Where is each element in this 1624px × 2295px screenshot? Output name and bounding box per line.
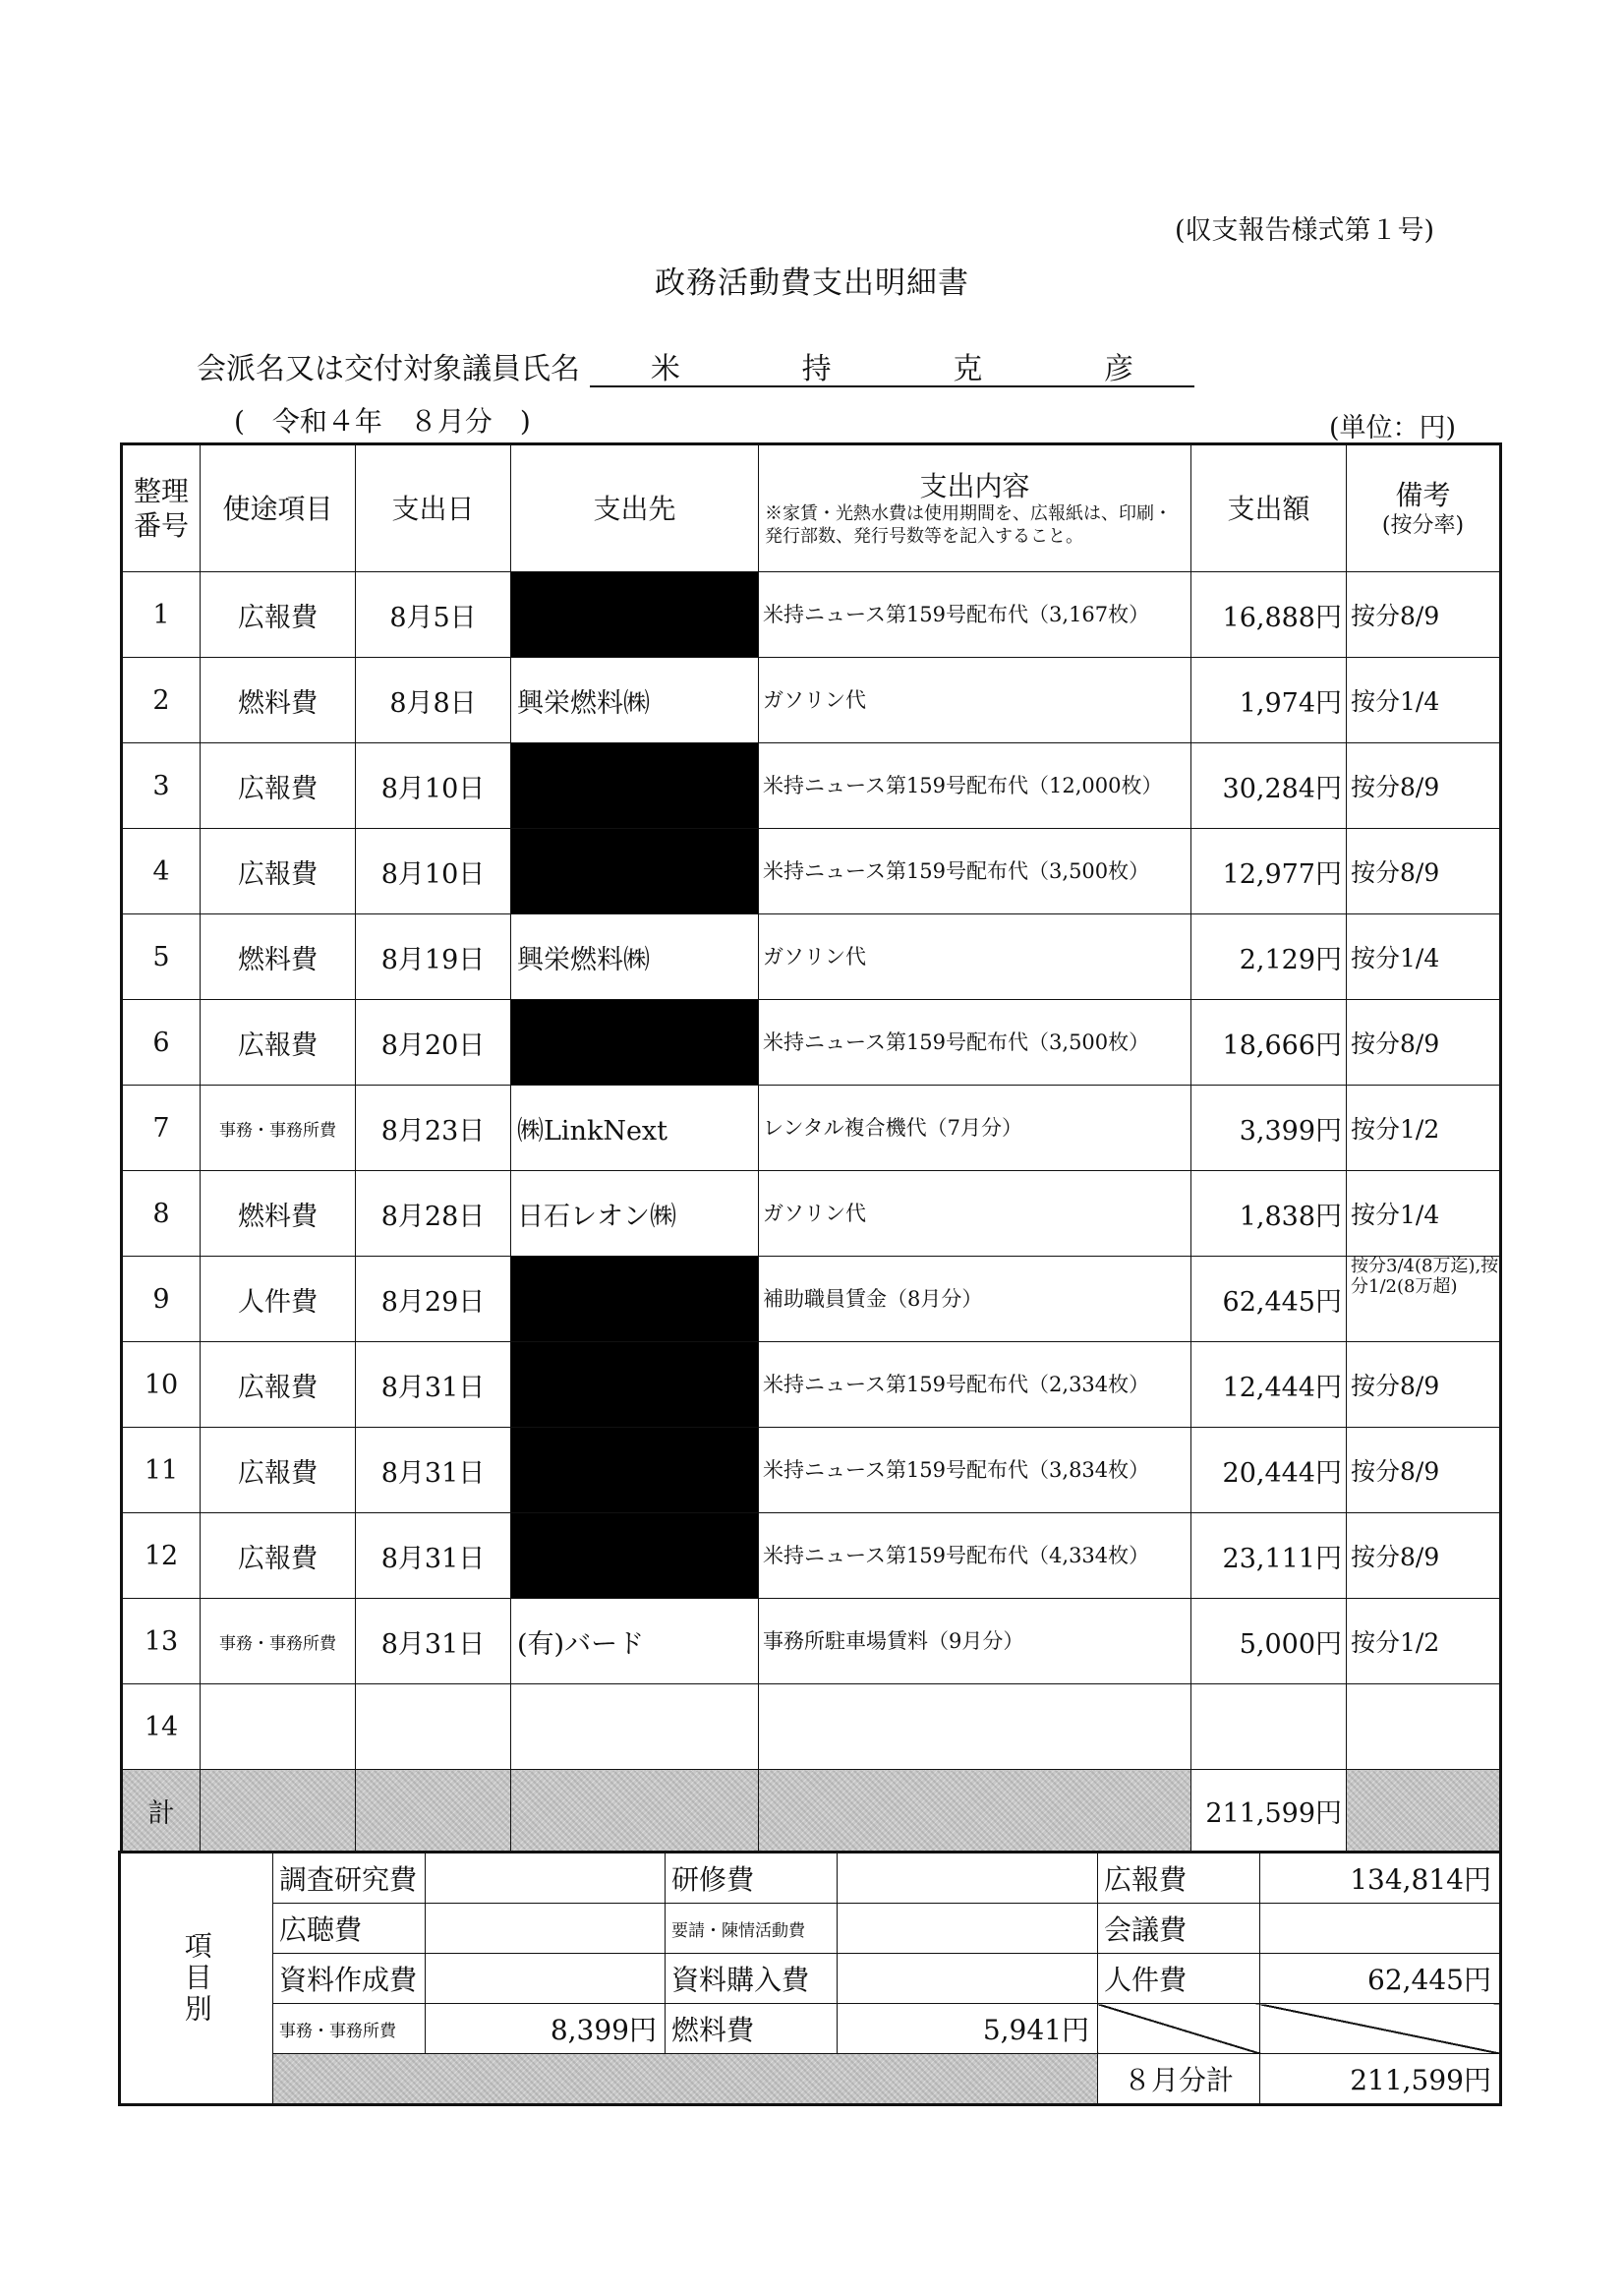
summary-value-yosei	[838, 1904, 1098, 1954]
total-shaded-cell	[1347, 1770, 1501, 1853]
row-content: ガソリン代	[759, 914, 1191, 1000]
row-amount: 1,838円	[1191, 1171, 1347, 1257]
summary-value-kocho	[426, 1904, 666, 1954]
table-row	[122, 1342, 1501, 1428]
col-date: 支出日	[356, 444, 511, 572]
table-row	[122, 829, 1501, 914]
row-item: 広報費	[201, 1513, 356, 1599]
row-item	[201, 1684, 356, 1770]
row-note: 按分3/4(8万迄),按分1/2(8万超)	[1347, 1257, 1501, 1342]
summary-value-chosa	[426, 1853, 666, 1904]
row-date: 8月10日	[356, 743, 511, 829]
summary-label-shiryo-konyu: 資料購入費	[666, 1954, 838, 2004]
member-label: 会派名又は交付対象議員氏名	[197, 352, 580, 386]
row-date: 8月31日	[356, 1342, 511, 1428]
col-content-note: ※家賃・光熱水費は使用期間を、広報紙は、印刷・発行部数、発行号数等を記入すること。	[765, 503, 1172, 547]
row-content: 米持ニュース第159号配布代（3,500枚）	[759, 1000, 1191, 1086]
total-row	[122, 1770, 1501, 1853]
summary-label-yosei: 要請・陳情活動費	[666, 1904, 838, 1954]
row-note: 按分8/9	[1347, 1428, 1501, 1513]
summary-value-kaigi	[1260, 1904, 1501, 1954]
row-note: 按分8/9	[1347, 743, 1501, 829]
row-note: 按分1/4	[1347, 1171, 1501, 1257]
row-no: 4	[122, 829, 201, 914]
summary-row	[120, 1954, 1501, 2004]
row-no: 5	[122, 914, 201, 1000]
summary-row	[120, 1853, 1501, 1904]
row-item: 事務・事務所費	[201, 1599, 356, 1684]
summary-label-nenryo: 燃料費	[666, 2004, 838, 2054]
row-date: 8月31日	[356, 1513, 511, 1599]
total-label: 計	[122, 1770, 201, 1853]
member-name-char: 米	[650, 352, 680, 386]
summary-value-shiryo-sakusei	[426, 1954, 666, 2004]
row-payee-redacted	[511, 1257, 759, 1342]
row-item: 広報費	[201, 743, 356, 829]
table-row	[122, 1171, 1501, 1257]
col-no: 整理番号	[122, 444, 201, 572]
document-title: 政務活動費支出明細書	[655, 265, 969, 301]
row-amount: 3,399円	[1191, 1086, 1347, 1171]
row-amount: 16,888円	[1191, 572, 1347, 658]
row-no: 12	[122, 1513, 201, 1599]
summary-label-jinken: 人件費	[1098, 1954, 1260, 2004]
row-item: 広報費	[201, 1342, 356, 1428]
summary-label-chosa: 調査研究費	[273, 1853, 426, 1904]
table-row	[122, 1428, 1501, 1513]
col-note-title: 備考	[1395, 478, 1451, 511]
row-date: 8月8日	[356, 658, 511, 743]
form-number: (収支報告様式第１号)	[1175, 215, 1435, 246]
summary-label-jimu: 事務・事務所費	[273, 2004, 426, 2054]
row-note: 按分8/9	[1347, 572, 1501, 658]
summary-value-shiryo-konyu	[838, 1954, 1098, 2004]
row-payee	[511, 1684, 759, 1770]
row-date: 8月29日	[356, 1257, 511, 1342]
row-content: 事務所駐車場賃料（9月分）	[759, 1599, 1191, 1684]
category-summary-table	[118, 1851, 1502, 2106]
row-item: 広報費	[201, 1000, 356, 1086]
total-shaded-cell	[356, 1770, 511, 1853]
row-date: 8月20日	[356, 1000, 511, 1086]
row-no: 7	[122, 1086, 201, 1171]
row-item: 燃料費	[201, 1171, 356, 1257]
summary-category-text: 項目別	[180, 1931, 213, 2026]
col-payee: 支出先	[511, 444, 759, 572]
row-payee-redacted	[511, 572, 759, 658]
row-no: 14	[122, 1684, 201, 1770]
row-date: 8月28日	[356, 1171, 511, 1257]
row-note: 按分1/4	[1347, 658, 1501, 743]
col-amount: 支出額	[1191, 444, 1347, 572]
row-content: 米持ニュース第159号配布代（12,000枚）	[759, 743, 1191, 829]
row-date: 8月31日	[356, 1599, 511, 1684]
expense-table	[120, 442, 1502, 1854]
row-no: 3	[122, 743, 201, 829]
summary-label-kenshu: 研修費	[666, 1853, 838, 1904]
unit-label: (単位：円)	[1329, 413, 1457, 443]
total-shaded-cell	[759, 1770, 1191, 1853]
row-item: 燃料費	[201, 914, 356, 1000]
row-payee: 興栄燃料㈱	[511, 914, 759, 1000]
row-item: 人件費	[201, 1257, 356, 1342]
row-content: ガソリン代	[759, 658, 1191, 743]
member-name	[590, 344, 1194, 387]
table-row	[122, 1513, 1501, 1599]
table-header	[122, 444, 1501, 572]
row-content: 米持ニュース第159号配布代（3,167枚）	[759, 572, 1191, 658]
table-row	[122, 572, 1501, 658]
row-note: 按分1/2	[1347, 1086, 1501, 1171]
row-date: 8月31日	[356, 1428, 511, 1513]
row-no: 2	[122, 658, 201, 743]
row-note: 按分1/4	[1347, 914, 1501, 1000]
row-item: 燃料費	[201, 658, 356, 743]
summary-category-label	[120, 1853, 273, 2105]
row-amount	[1191, 1684, 1347, 1770]
table-row	[122, 1599, 1501, 1684]
row-date	[356, 1684, 511, 1770]
row-item: 広報費	[201, 829, 356, 914]
table-row	[122, 658, 1501, 743]
row-content: 補助職員賃金（8月分）	[759, 1257, 1191, 1342]
row-content: 米持ニュース第159号配布代（2,334枚）	[759, 1342, 1191, 1428]
member-name-char: 克	[953, 352, 983, 386]
row-note: 按分8/9	[1347, 1513, 1501, 1599]
row-amount: 5,000円	[1191, 1599, 1347, 1684]
row-note	[1347, 1684, 1501, 1770]
summary-shaded-cell	[273, 2054, 1098, 2105]
row-amount: 30,284円	[1191, 743, 1347, 829]
member-name-char: 彦	[1104, 352, 1134, 386]
row-amount: 23,111円	[1191, 1513, 1347, 1599]
summary-value-kenshu	[838, 1853, 1098, 1904]
row-payee-redacted	[511, 1513, 759, 1599]
row-amount: 1,974円	[1191, 658, 1347, 743]
row-amount: 18,666円	[1191, 1000, 1347, 1086]
row-no: 13	[122, 1599, 201, 1684]
table-row	[122, 1086, 1501, 1171]
summary-label-kocho: 広聴費	[273, 1904, 426, 1954]
row-content	[759, 1684, 1191, 1770]
row-payee-redacted	[511, 1428, 759, 1513]
row-date: 8月10日	[356, 829, 511, 914]
row-item: 広報費	[201, 572, 356, 658]
total-shaded-cell	[511, 1770, 759, 1853]
row-no: 6	[122, 1000, 201, 1086]
summary-row	[120, 2054, 1501, 2105]
row-content: レンタル複合機代（7月分）	[759, 1086, 1191, 1171]
row-no: 1	[122, 572, 201, 658]
row-item: 広報費	[201, 1428, 356, 1513]
row-amount: 12,444円	[1191, 1342, 1347, 1428]
row-content: ガソリン代	[759, 1171, 1191, 1257]
row-date: 8月23日	[356, 1086, 511, 1171]
row-payee: 興栄燃料㈱	[511, 658, 759, 743]
row-payee-redacted	[511, 829, 759, 914]
row-date: 8月5日	[356, 572, 511, 658]
summary-month-total-label: ８月分計	[1098, 2054, 1260, 2105]
summary-value-koho: 134,814円	[1260, 1853, 1501, 1904]
col-note-sub: (按分率)	[1381, 512, 1465, 538]
row-payee-redacted	[511, 743, 759, 829]
row-payee: (有)バード	[511, 1599, 759, 1684]
row-amount: 12,977円	[1191, 829, 1347, 914]
summary-label-koho: 広報費	[1098, 1853, 1260, 1904]
summary-diagonal-cell	[1260, 2004, 1501, 2054]
summary-row	[120, 2004, 1501, 2054]
row-amount: 20,444円	[1191, 1428, 1347, 1513]
row-note: 按分8/9	[1347, 1000, 1501, 1086]
row-no: 9	[122, 1257, 201, 1342]
table-row	[122, 1257, 1501, 1342]
table-row	[122, 914, 1501, 1000]
summary-diagonal-cell	[1098, 2004, 1260, 2054]
row-content: 米持ニュース第159号配布代（4,334枚）	[759, 1513, 1191, 1599]
row-no: 10	[122, 1342, 201, 1428]
row-note: 按分8/9	[1347, 1342, 1501, 1428]
row-content: 米持ニュース第159号配布代（3,500枚）	[759, 829, 1191, 914]
total-amount: 211,599円	[1191, 1770, 1347, 1853]
row-item: 事務・事務所費	[201, 1086, 356, 1171]
row-content: 米持ニュース第159号配布代（3,834枚）	[759, 1428, 1191, 1513]
row-date: 8月19日	[356, 914, 511, 1000]
row-amount: 62,445円	[1191, 1257, 1347, 1342]
row-payee: ㈱LinkNext	[511, 1086, 759, 1171]
summary-value-nenryo: 5,941円	[838, 2004, 1098, 2054]
col-content-title: 支出内容	[919, 470, 1030, 502]
summary-value-jinken: 62,445円	[1260, 1954, 1501, 2004]
row-no: 8	[122, 1171, 201, 1257]
col-content	[759, 444, 1191, 572]
summary-value-jimu: 8,399円	[426, 2004, 666, 2054]
row-payee: 日石レオン㈱	[511, 1171, 759, 1257]
row-note: 按分8/9	[1347, 829, 1501, 914]
summary-month-total: 211,599円	[1260, 2054, 1501, 2105]
period: ( 令和４年 ８月分 )	[234, 405, 531, 438]
table-row	[122, 1684, 1501, 1770]
table-row	[122, 1000, 1501, 1086]
row-amount: 2,129円	[1191, 914, 1347, 1000]
row-no: 11	[122, 1428, 201, 1513]
summary-row	[120, 1904, 1501, 1954]
row-payee-redacted	[511, 1342, 759, 1428]
summary-label-shiryo-sakusei: 資料作成費	[273, 1954, 426, 2004]
member-name-char: 持	[801, 352, 832, 386]
total-shaded-cell	[201, 1770, 356, 1853]
row-note: 按分1/2	[1347, 1599, 1501, 1684]
summary-label-kaigi: 会議費	[1098, 1904, 1260, 1954]
row-payee-redacted	[511, 1000, 759, 1086]
col-item: 使途項目	[201, 444, 356, 572]
col-note	[1347, 444, 1501, 572]
table-row	[122, 743, 1501, 829]
